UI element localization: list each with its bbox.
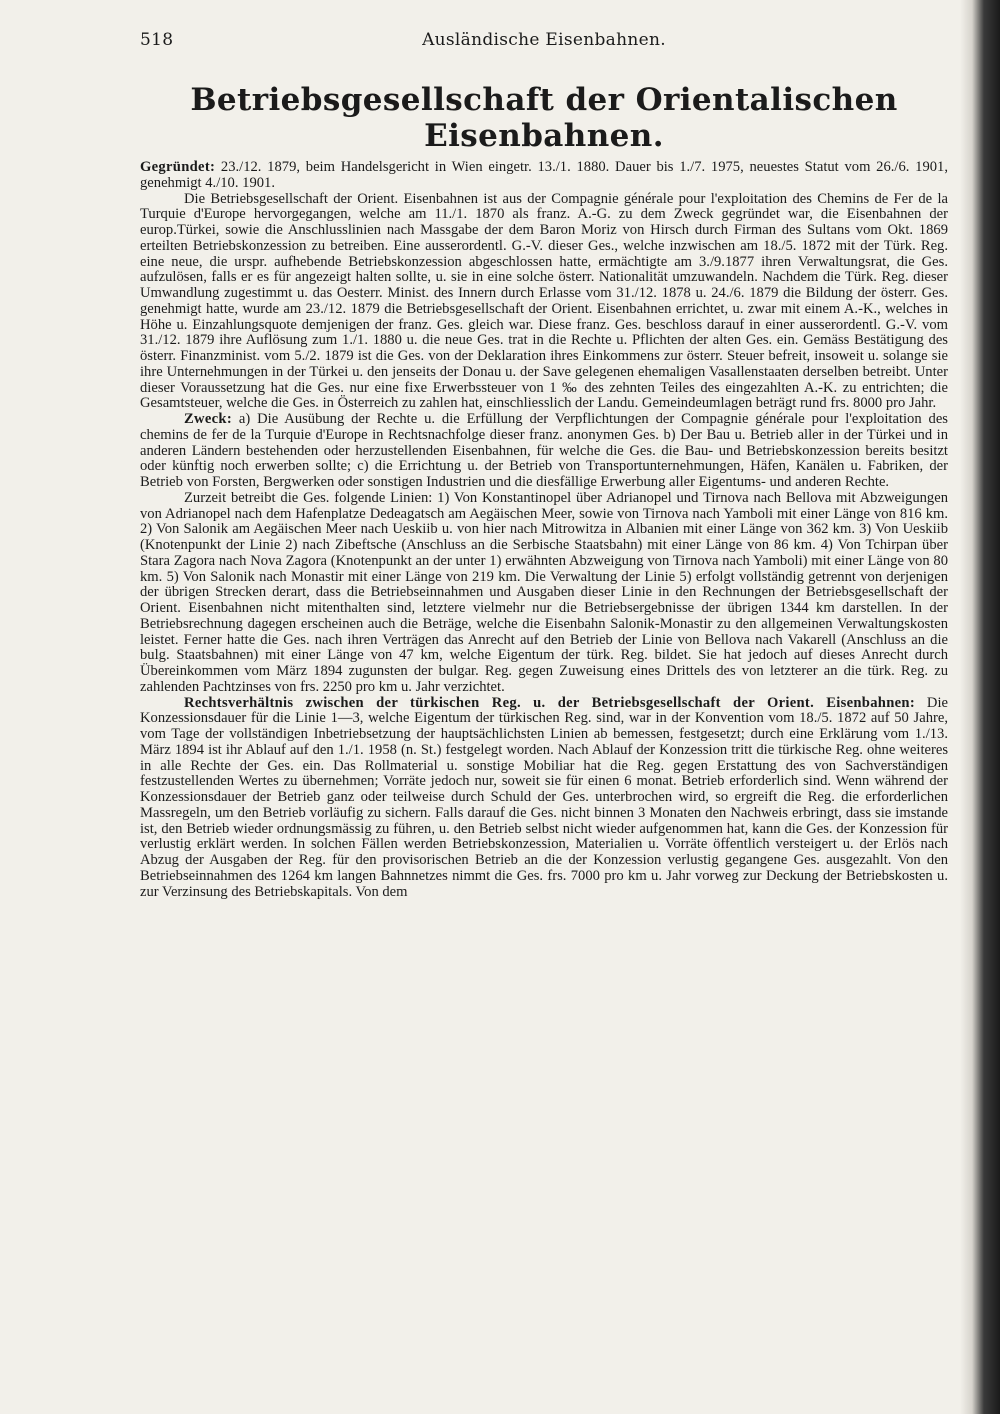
text-zweck: a) Die Ausübung der Rechte u. die Erfüllung der Verpflichtungen der Compagnie générale pour l'exploitation des chemins de fer de la Turquie d'Europe in Rechtsnachfolge dieser franz. anonymen Ges. b) Der Bau u. Betrieb aller in der Türkei und in anderen Ländern bestehenden oder herzustellenden Eisenbahnen, für welche die Ges. die Bau- und Betriebskonzession bereits besitzt oder künftig noch erwerben sollte; c) die Errichtung u. der Betrieb von Transportunternehmungen, Häfen, Kanälen u. Fabriken, der Betrieb von Forsten, Bergwerken oder sonstigen Industrien und die diesfällige Erwerbung aller Eigentums- und anderen Rechte.: [140, 411, 948, 490]
page-number: 518: [140, 30, 174, 50]
label-rechtsverhaeltnis: Rechtsverhältnis zwischen der türkischen Reg. u. der Betriebsgesellschaft der Orient. Eisenbahnen:: [184, 694, 915, 711]
article-title: Betriebsgesellschaft der Orientalischen Eisenbahnen.: [190, 82, 898, 154]
label-zweck: Zweck:: [184, 411, 233, 427]
label-gegruendet: Gegründet:: [140, 159, 216, 175]
paragraph-gegruendet: [140, 160, 948, 192]
text-rechtsverhaeltnis: Die Konzessionsdauer für die Linie 1—3, welche Eigentum der türkischen Reg. sind, war in der Konvention vom 18./5. 1872 auf 50 Jahre, vom Tage der vollständigen Inbetriebsetzung der hauptsächlichsten Linien ab bemessen, festgesetzt; durch eine Erklärung vom 1./13. März 1894 ist ihr Ablauf auf den 1./1. 1958 (n. St.) festgelegt worden. Nach Ablauf der Konzession tritt die türkische Reg. ohne weiteres in alle Rechte der Ges. ein. Das Rollmaterial u. sonstige Mobiliar hat die Reg. gegen Erstattung des von Sachverständigen festzustellenden Wertes zu übernehmen; Vorräte jedoch nur, soweit sie für einen 6 monat. Betrieb erforderlich sind. Wenn während der Konzessionsdauer der Betrieb ganz oder teilweise durch Schuld der Ges. unterbrochen wird, so ergreift die Reg. die erforderlichen Massregeln, um den Betrieb vorläufig zu sichern. Falls darauf die Ges. nicht binnen 3 Monaten den Nachweis erbringt, dass sie imstande ist, den Betrieb wieder ordnungsmässig zu führen, u. den Betrieb selbst nicht wieder aufgenommen hat, kann die Ges. der Konzession für verlustig erklärt werden. In solchen Fällen werden Betriebskonzession, Materialien u. Vorräte öffentlich versteigert u. der Erlös nach Abzug der Ausgaben der Reg. für den provisorischen Betrieb an die der Konzession verlustig gegangene Ges. ausgezahlt. Von den Betriebseinnahmen des 1264 km langen Bahnnetzes nimmt die Ges. frs. 7000 pro km u. Jahr vorweg zur Deckung der Betriebskosten u. zur Verzinsung des Betriebskapitals. Von dem: [140, 694, 948, 900]
document-page: [140, 22, 948, 900]
text-gegruendet: 23./12. 1879, beim Handelsgericht in Wien eingetr. 13./1. 1880. Dauer bis 1./7. 1975, neuestes Statut vom 26./6. 1901, genehmigt 4./10. 1901.: [140, 159, 948, 191]
running-header: [140, 22, 948, 52]
running-title: Ausländische Eisenbahnen.: [422, 30, 666, 50]
paragraph-zweck: [140, 412, 948, 491]
paragraph-history: Die Betriebsgesellschaft der Orient. Eisenbahnen ist aus der Compagnie générale pour l'exploitation des Chemins de Fer de la Turquie d'Europe hervorgegangen, welche am 11./1. 1870 als franz. A.-G. zu dem Zweck gegründet war, die Eisenbahnen der europ.Türkei, sowie die Anschlusslinien nach Massgabe der dem Baron Moriz von Hirsch durch Firman des Sultans vom Okt. 1869 erteilten Betriebskonzession zu betreiben. Eine ausserordentl. G.-V. dieser Ges., welche inzwischen am 18./5. 1872 mit der Türk. Reg. eine neue, die urspr. aufhebende Betriebskonzession abgeschlossen hatte, ermächtigte am 3./9.1877 ihren Verwaltungsrat, die Ges. aufzulösen, falls er es für angezeigt halten sollte, u. sie in eine solche österr. Nationalität umzuwandeln. Nachdem die Türk. Reg. dieser Umwandlung zugestimmt u. das Oesterr. Minist. des Innern durch Erlasse vom 31./12. 1878 u. 24./6. 1879 die Bildung der österr. Ges. genehmigt hatte, wurde am 23./12. 1879 die Betriebsgesellschaft der Orient. Eisenbahnen errichtet, u. zwar mit einem A.-K., welches in Höhe u. Einzahlungsquote demjenigen der franz. Ges. gleich war. Diese franz. Ges. beschloss darauf in einer ausserordentl. G.-V. vom 31./12. 1879 ihre Auflösung zum 1./1. 1880 u. die neue Ges. trat in die Rechte u. Pflichten der alten Ges. ein. Gemäss Bestätigung des österr. Finanzminist. vom 5./2. 1879 ist die Ges. von der Deklaration ihres Einkommens zur österr. Steuer befreit, insoweit u. solange sie ihre Unternehmungen in der Türkei u. den jenseits der Donau u. der Save gelegenen ehemaligen Vasallenstaaten derselben betreibt. Unter dieser Voraussetzung hat die Ges. nur eine fixe Erwerbssteuer von 1 ‰ des zehnten Teiles des eingezahlten A.-K. zu entrichten; die Gesamtsteuer, welche die Ges. in Österreich zu zahlen hat, einschliesslich der Landu. Gemeindeumlagen beträgt rund frs. 8000 pro Jahr.: [140, 190, 948, 412]
paragraph-linien: Zurzeit betreibt die Ges. folgende Linien: 1) Von Konstantinopel über Adrianopel und Tirnova nach Bellova mit Abzweigungen von Adrianopel nach dem Hafenplatze Dedeagatsch am Aegäischen Meer, sowie von Tirnova nach Yamboli mit einer Länge von 816 km. 2) Von Salonik am Aegäischen Meer nach Ueskiib u. von hier nach Mitrowitza in Albanien mit einer Länge von 362 km. 3) Von Ueskiib (Knotenpunkt der Linie 2) nach Zibeftsche (Anschluss an die Serbische Staatsbahn) mit einer Länge von 86 km. 4) Von Tchirpan über Stara Zagora nach Nova Zagora (Knotenpunkt an der unter 1) erwähnten Abzweigung von Tirnova nach Yamboli) mit einer Länge von 80 km. 5) Von Salonik nach Monastir mit einer Länge von 219 km. Die Verwaltung der Linie 5) erfolgt vollständig getrennt von derjenigen der übrigen Strecken derart, dass die Betriebseinnahmen und Ausgaben dieser Linie in den Rechnungen der Betriebsgesellschaft der Orient. Eisenbahnen nicht mitenthalten sind, letztere vielmehr nur die Betriebsergebnisse der übrigen 1344 km darstellen. In der Betriebsrechnung dagegen erscheinen auch die Beträge, welche die Eisenbahn Salonik-Monastir zu den allgemeinen Verwaltungskosten leistet. Ferner hatte die Ges. nach ihren Verträgen das Anrecht auf den Betrieb der Linie von Bellova nach Vakarell (Anschluss an die bulg. Staatsbahnen) mit einer Länge von 47 km, welche Eigentum der türk. Reg. bildet. Sie hat jedoch auf dieses Anrecht durch Übereinkommen vom März 1894 zugunsten der bulgar. Reg. gegen Zuweisung eines Drittels des von letzterer an die türk. Reg. zu zahlenden Pachtzinses von frs. 2250 pro km u. Jahr verzichtet.: [140, 489, 948, 695]
scan-page-edge: [960, 0, 1000, 1414]
paragraph-rechtsverhaeltnis: [140, 696, 948, 901]
